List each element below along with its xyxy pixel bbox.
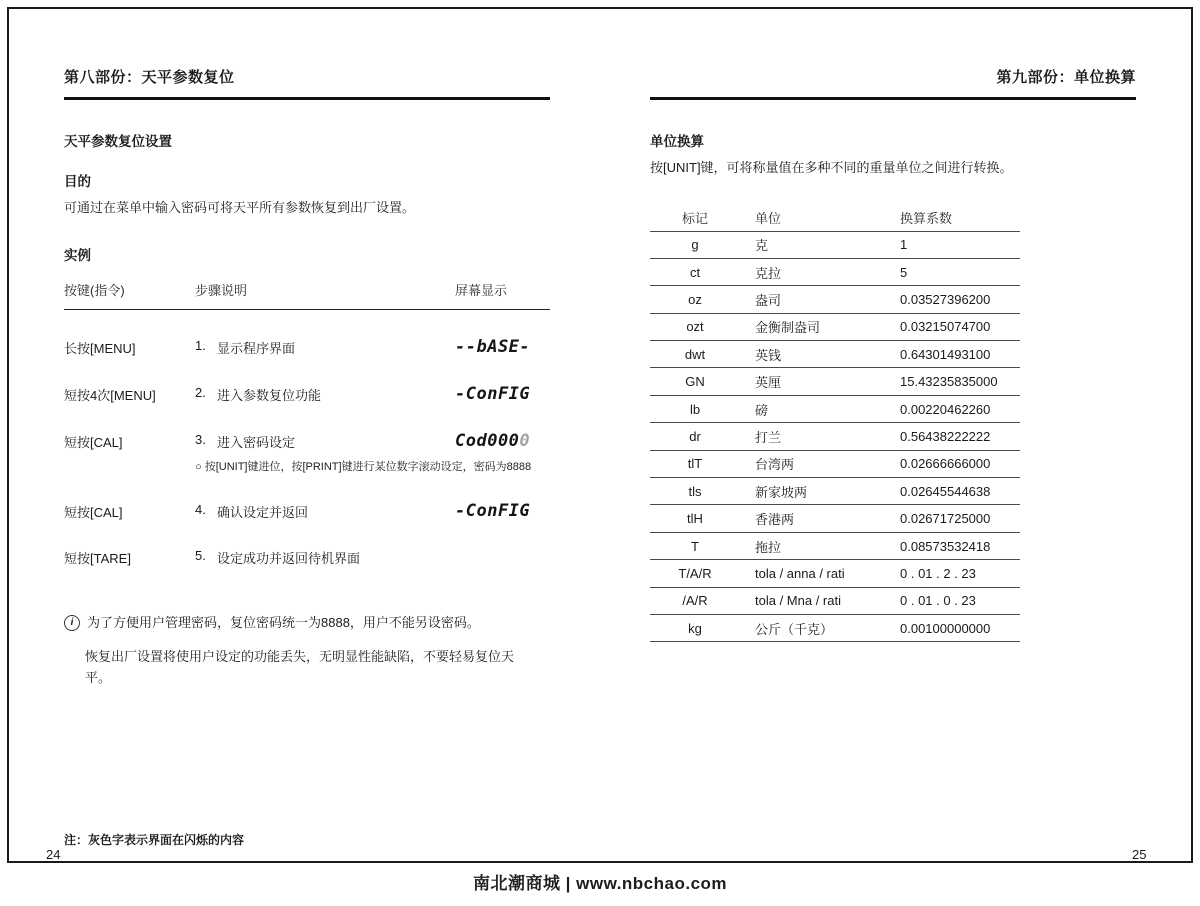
factor-cell: 0.02666666000 <box>900 456 991 472</box>
purpose-text: 可通过在菜单中输入密码可将天平所有参数恢复到出厂设置。 <box>64 200 416 215</box>
mark-cell: T/A/R <box>678 565 712 581</box>
step-text: 设定成功并返回待机界面 <box>217 551 361 567</box>
right-section-header: 第九部份：单位换算 <box>650 66 1136 100</box>
step-number: 1. <box>195 337 206 353</box>
step-cell <box>195 432 455 451</box>
table-row <box>650 533 1020 560</box>
table-row <box>650 505 1020 532</box>
unit-conversion-title: 单位换算 <box>650 134 704 149</box>
reset-warning-text: 恢复出厂设置将使用户设定的功能丢失，无明显性能缺陷，不要轻易复位天平。 <box>85 648 515 686</box>
example-title: 实例 <box>64 248 91 264</box>
step-cell <box>195 502 455 521</box>
password-info-text: 为了方便用户管理密码，复位密码统一为8888，用户不能另设密码。 <box>87 615 480 631</box>
table-row <box>650 423 1020 450</box>
table-row <box>650 286 1020 313</box>
key-cell: 短按[CAL] <box>64 504 123 520</box>
step-cell <box>195 385 455 404</box>
unit-cell: tola / anna / rati <box>755 565 845 581</box>
factor-cell: 0.02671725000 <box>900 511 991 527</box>
unit-cell: 公斤（千克） <box>755 621 834 637</box>
factor-cell: 0.56438222222 <box>900 428 991 444</box>
info-icon: i <box>64 615 80 631</box>
unit-conversion-intro: 按[UNIT]键，可将称量值在多种不同的重量单位之间进行转换。 <box>650 160 1013 175</box>
table-row <box>650 232 1020 259</box>
unit-cell: 香港两 <box>755 512 795 528</box>
header-unit: 单位 <box>755 210 782 226</box>
table-row <box>650 478 1020 505</box>
table-row <box>64 548 550 567</box>
lcd-display: -ConFIG <box>455 384 531 405</box>
left-page <box>64 66 550 689</box>
mark-cell: ct <box>689 264 701 280</box>
table-row <box>64 431 550 451</box>
key-cell: 短按4次[MENU] <box>64 387 156 403</box>
factor-cell: 0.02645544638 <box>900 483 991 499</box>
unit-cell: 新家坡两 <box>755 484 808 500</box>
factor-cell: 0.08573532418 <box>900 538 991 554</box>
factor-cell: 0.03527396200 <box>900 292 991 307</box>
page-number-left: 24 <box>46 847 61 862</box>
mark-cell: kg <box>688 620 702 636</box>
gray-text-note: 注：灰色字表示界面在闪烁的内容 <box>64 833 245 847</box>
factor-cell: 0 . 01 . 2 . 23 <box>900 565 976 581</box>
step-number: 2. <box>195 384 206 400</box>
table-row <box>650 615 1020 642</box>
mark-cell: g <box>691 237 699 253</box>
unit-cell: 磅 <box>755 402 769 418</box>
lcd-display: --bASE- <box>455 337 531 358</box>
page-number-right: 25 <box>1132 847 1147 862</box>
table-row <box>64 337 550 357</box>
mark-cell: dwt <box>684 346 706 362</box>
factor-cell: 0 . 01 . 0 . 23 <box>900 593 976 609</box>
site-footer: 南北潮商城 | www.nbchao.com <box>472 874 728 893</box>
left-section-header: 第八部份：天平参数复位 <box>64 66 550 100</box>
factor-cell: 0.00220462260 <box>900 401 991 417</box>
header-step: 步骤说明 <box>195 283 248 299</box>
mark-cell: tlT <box>687 456 703 472</box>
password-hint-note: ○ 按[UNIT]键进位，按[PRINT]键进行某位数字滚动设定，密码为8888 <box>195 461 532 474</box>
header-factor: 换算系数 <box>900 210 953 226</box>
purpose-title: 目的 <box>64 174 91 189</box>
unit-cell: tola / Mna / rati <box>755 593 841 609</box>
example-table <box>64 280 550 567</box>
mark-cell: ozt <box>686 319 704 335</box>
header-key: 按键(指令) <box>64 283 125 299</box>
factor-cell: 5 <box>900 264 908 280</box>
factor-cell: 0.00100000000 <box>900 620 991 636</box>
password-info <box>64 613 550 633</box>
unit-cell: 金衡制盎司 <box>755 320 821 336</box>
factor-cell: 0.03215074700 <box>900 319 991 335</box>
reset-settings-title: 天平参数复位设置 <box>64 134 172 149</box>
table-row <box>650 314 1020 341</box>
factor-cell: 0.64301493100 <box>900 346 991 362</box>
mark-cell: GN <box>685 374 705 390</box>
table-row <box>650 588 1020 615</box>
unit-cell: 盎司 <box>755 293 782 308</box>
step-cell <box>195 338 455 357</box>
header-display: 屏幕显示 <box>455 283 508 299</box>
step-cell <box>195 548 455 567</box>
table-row <box>650 451 1020 478</box>
table-row <box>64 501 550 521</box>
mark-cell: dr <box>689 428 701 444</box>
right-page <box>650 66 1136 642</box>
example-table-header <box>64 280 550 310</box>
step-text: 确认设定并返回 <box>217 504 309 520</box>
table-row <box>64 384 550 404</box>
mark-cell: oz <box>688 292 702 307</box>
step-text: 进入密码设定 <box>217 434 296 450</box>
lcd-display: -ConFIG <box>455 501 531 522</box>
factor-cell: 15.43235835000 <box>900 374 998 390</box>
key-cell: 长按[MENU] <box>64 340 136 356</box>
table-row <box>650 368 1020 395</box>
step-text: 显示程序界面 <box>217 340 296 356</box>
table-row <box>650 259 1020 286</box>
unit-cell: 台湾两 <box>755 457 795 473</box>
unit-cell: 克拉 <box>755 265 782 281</box>
key-cell: 短按[CAL] <box>64 434 123 450</box>
units-table-header <box>650 204 1020 231</box>
mark-cell: T <box>691 538 699 554</box>
key-cell: 短按[TARE] <box>64 551 131 567</box>
unit-cell: 拖拉 <box>755 539 782 555</box>
unit-cell: 英钱 <box>755 347 782 363</box>
step-number: 4. <box>195 501 206 517</box>
unit-cell: 英厘 <box>755 375 782 391</box>
table-row <box>650 560 1020 587</box>
factor-cell: 1 <box>900 237 908 253</box>
table-row <box>650 341 1020 368</box>
mark-cell: /A/R <box>682 593 708 609</box>
mark-cell: tlH <box>687 511 703 527</box>
mark-cell: tls <box>688 483 702 499</box>
header-mark: 标记 <box>681 210 708 226</box>
units-table <box>650 204 1020 642</box>
mark-cell: lb <box>689 401 701 417</box>
lcd-display: Cod0000 <box>455 431 531 452</box>
step-number: 5. <box>195 548 206 564</box>
unit-cell: 打兰 <box>755 429 782 445</box>
unit-cell: 克 <box>755 238 769 254</box>
table-row <box>650 396 1020 423</box>
step-text: 进入参数复位功能 <box>217 387 322 403</box>
step-number: 3. <box>195 431 206 447</box>
